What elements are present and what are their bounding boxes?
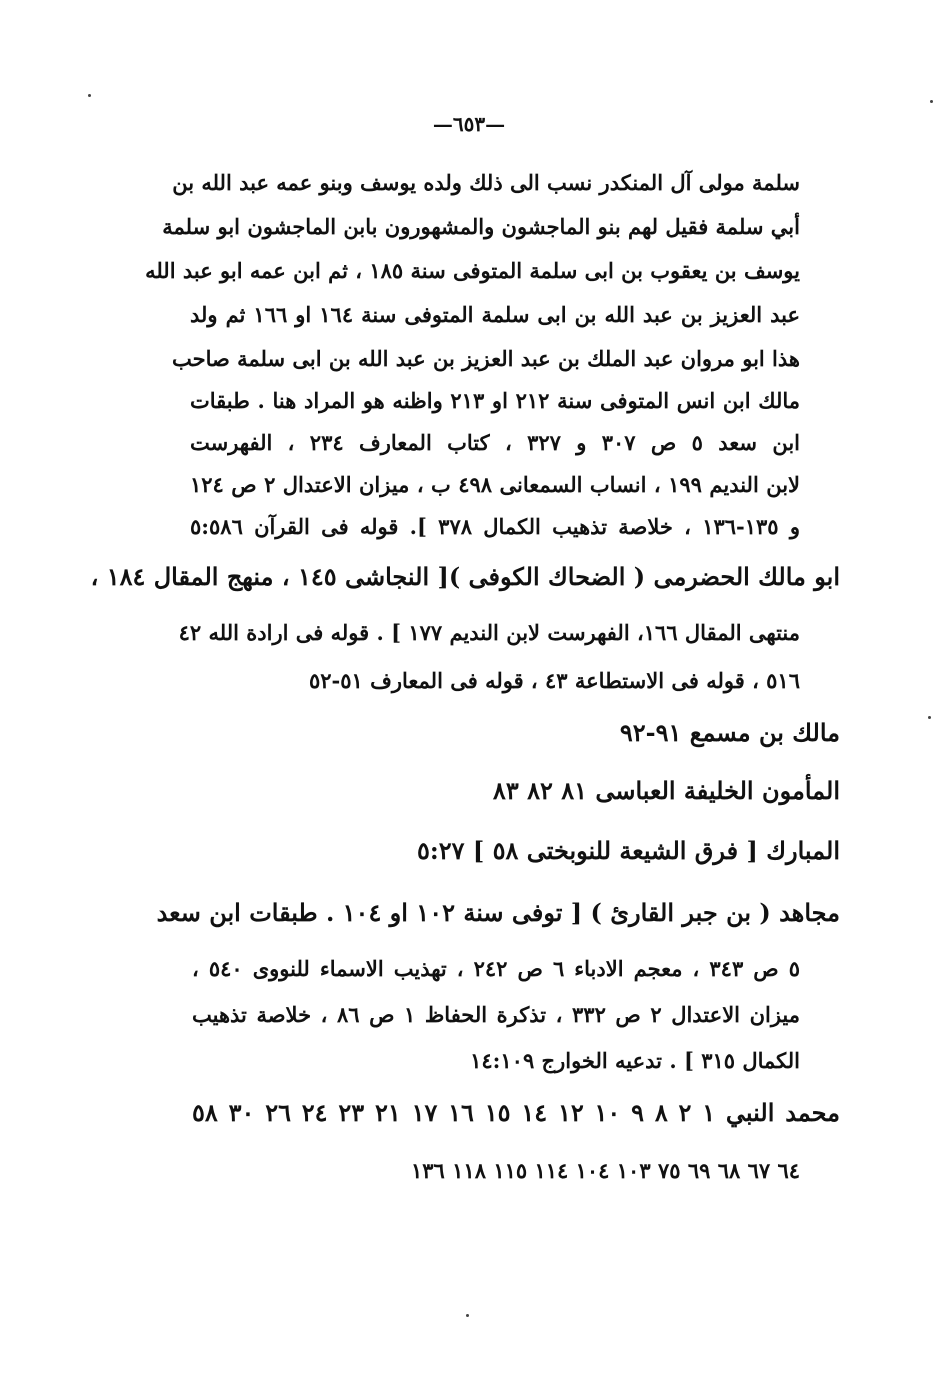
index-entry-continuation: ٥١٦ ، قوله فى الاستطاعة ٤٣ ، قوله فى المعارف ٥١-٥٢ — [308, 668, 800, 693]
index-entry-continuation: منتهى المقال ١٦٦، الفهرست لابن النديم ١٧٧ ] . قوله فى ارادة الله ٤٢ — [178, 620, 800, 645]
index-entry-head: المأمون الخليفة العباسى ٨١ ٨٢ ٨٣ — [492, 776, 840, 805]
paragraph-line: سلمة مولى آل المنكدر نسب الى ذلك ولده يوسف وبنو عمه عبد الله بن — [172, 170, 800, 195]
index-entry-head: مجاهد ( بن جبر القارئ ) [ توفى سنة ١٠٢ او ١٠٤ . طبقات ابن سعد — [156, 898, 840, 927]
scan-speck — [88, 94, 91, 97]
paragraph-line: هذا ابو مروان عبد الملك بن عبد العزيز بن عبد الله بن ابى سلمة صاحب — [171, 346, 800, 371]
index-entry-head: مالك بن مسمع ٩١-٩٢ — [619, 718, 840, 747]
index-entry-continuation: ٦٤ ٦٧ ٦٨ ٦٩ ٧٥ ١٠٣ ١٠٤ ١١٤ ١١٥ ١١٨ ١٣٦ — [411, 1158, 800, 1183]
scan-speck — [466, 1314, 469, 1317]
page-number: —٦٥٣— — [432, 112, 506, 136]
paragraph-line: لابن النديم ١٩٩ ، انساب السمعانى ٤٩٨ ب ، ميزان الاعتدال ٢ ص ١٢٤ — [190, 472, 801, 497]
index-entry-head: محمد النبي ١ ٢ ٨ ٩ ١٠ ١٢ ١٤ ١٥ ١٦ ١٧ ٢١ ٢٣ ٢٤ ٢٦ ٣٠ ٥٨ — [192, 1098, 841, 1127]
scan-speck — [928, 716, 931, 719]
paragraph-line: مالك ابن انس المتوفى سنة ٢١٢ او ٢١٣ واظنه هو المراد هنا . طبقات — [190, 388, 800, 413]
paragraph-line: أبي سلمة فقيل لهم بنو الماجشون والمشهورون بابن الماجشون ابو سلمة — [162, 214, 800, 239]
paragraph-line: ابن سعد ٥ ص ٣٠٧ و ٣٢٧ ، كتاب المعارف ٢٣٤ ، الفهرست — [190, 430, 801, 455]
index-entry-continuation: ٥ ص ٣٤٣ ، معجم الادباء ٦ ص ٢٤٢ ، تهذيب الاسماء للنووى ٥٤٠ ، — [192, 956, 800, 981]
paragraph-line: و ١٣٥-١٣٦ ، خلاصة تذهيب الكمال ٣٧٨ ]. قوله فى القرآن ٥:٥٨٦ — [190, 514, 800, 539]
scan-speck — [930, 100, 933, 103]
index-entry-head: المبارك [ فرق الشيعة للنوبختى ٥٨ ] ٥:٢٧ — [416, 836, 840, 865]
paragraph-line: يوسف بن يعقوب بن ابى سلمة المتوفى سنة ١٨٥ ، ثم ابن عمه ابو عبد الله — [145, 258, 800, 283]
index-entry-continuation: الكمال ٣١٥ ] . تدعيه الخوارج ١٤:١٠٩ — [470, 1048, 800, 1073]
index-entry-head: ابو مالك الحضرمى ( الضحاك الكوفى )[ النجاشى ١٤٥ ، منهج المقال ١٨٤ ، — [90, 562, 840, 591]
paragraph-line: عبد العزيز بن عبد الله بن ابى سلمة المتوفى سنة ١٦٤ او ١٦٦ ثم ولد — [190, 302, 800, 327]
index-entry-continuation: ميزان الاعتدال ٢ ص ٣٣٢ ، تذكرة الحفاظ ١ ص ٨٦ ، خلاصة تذهيب — [192, 1002, 800, 1027]
